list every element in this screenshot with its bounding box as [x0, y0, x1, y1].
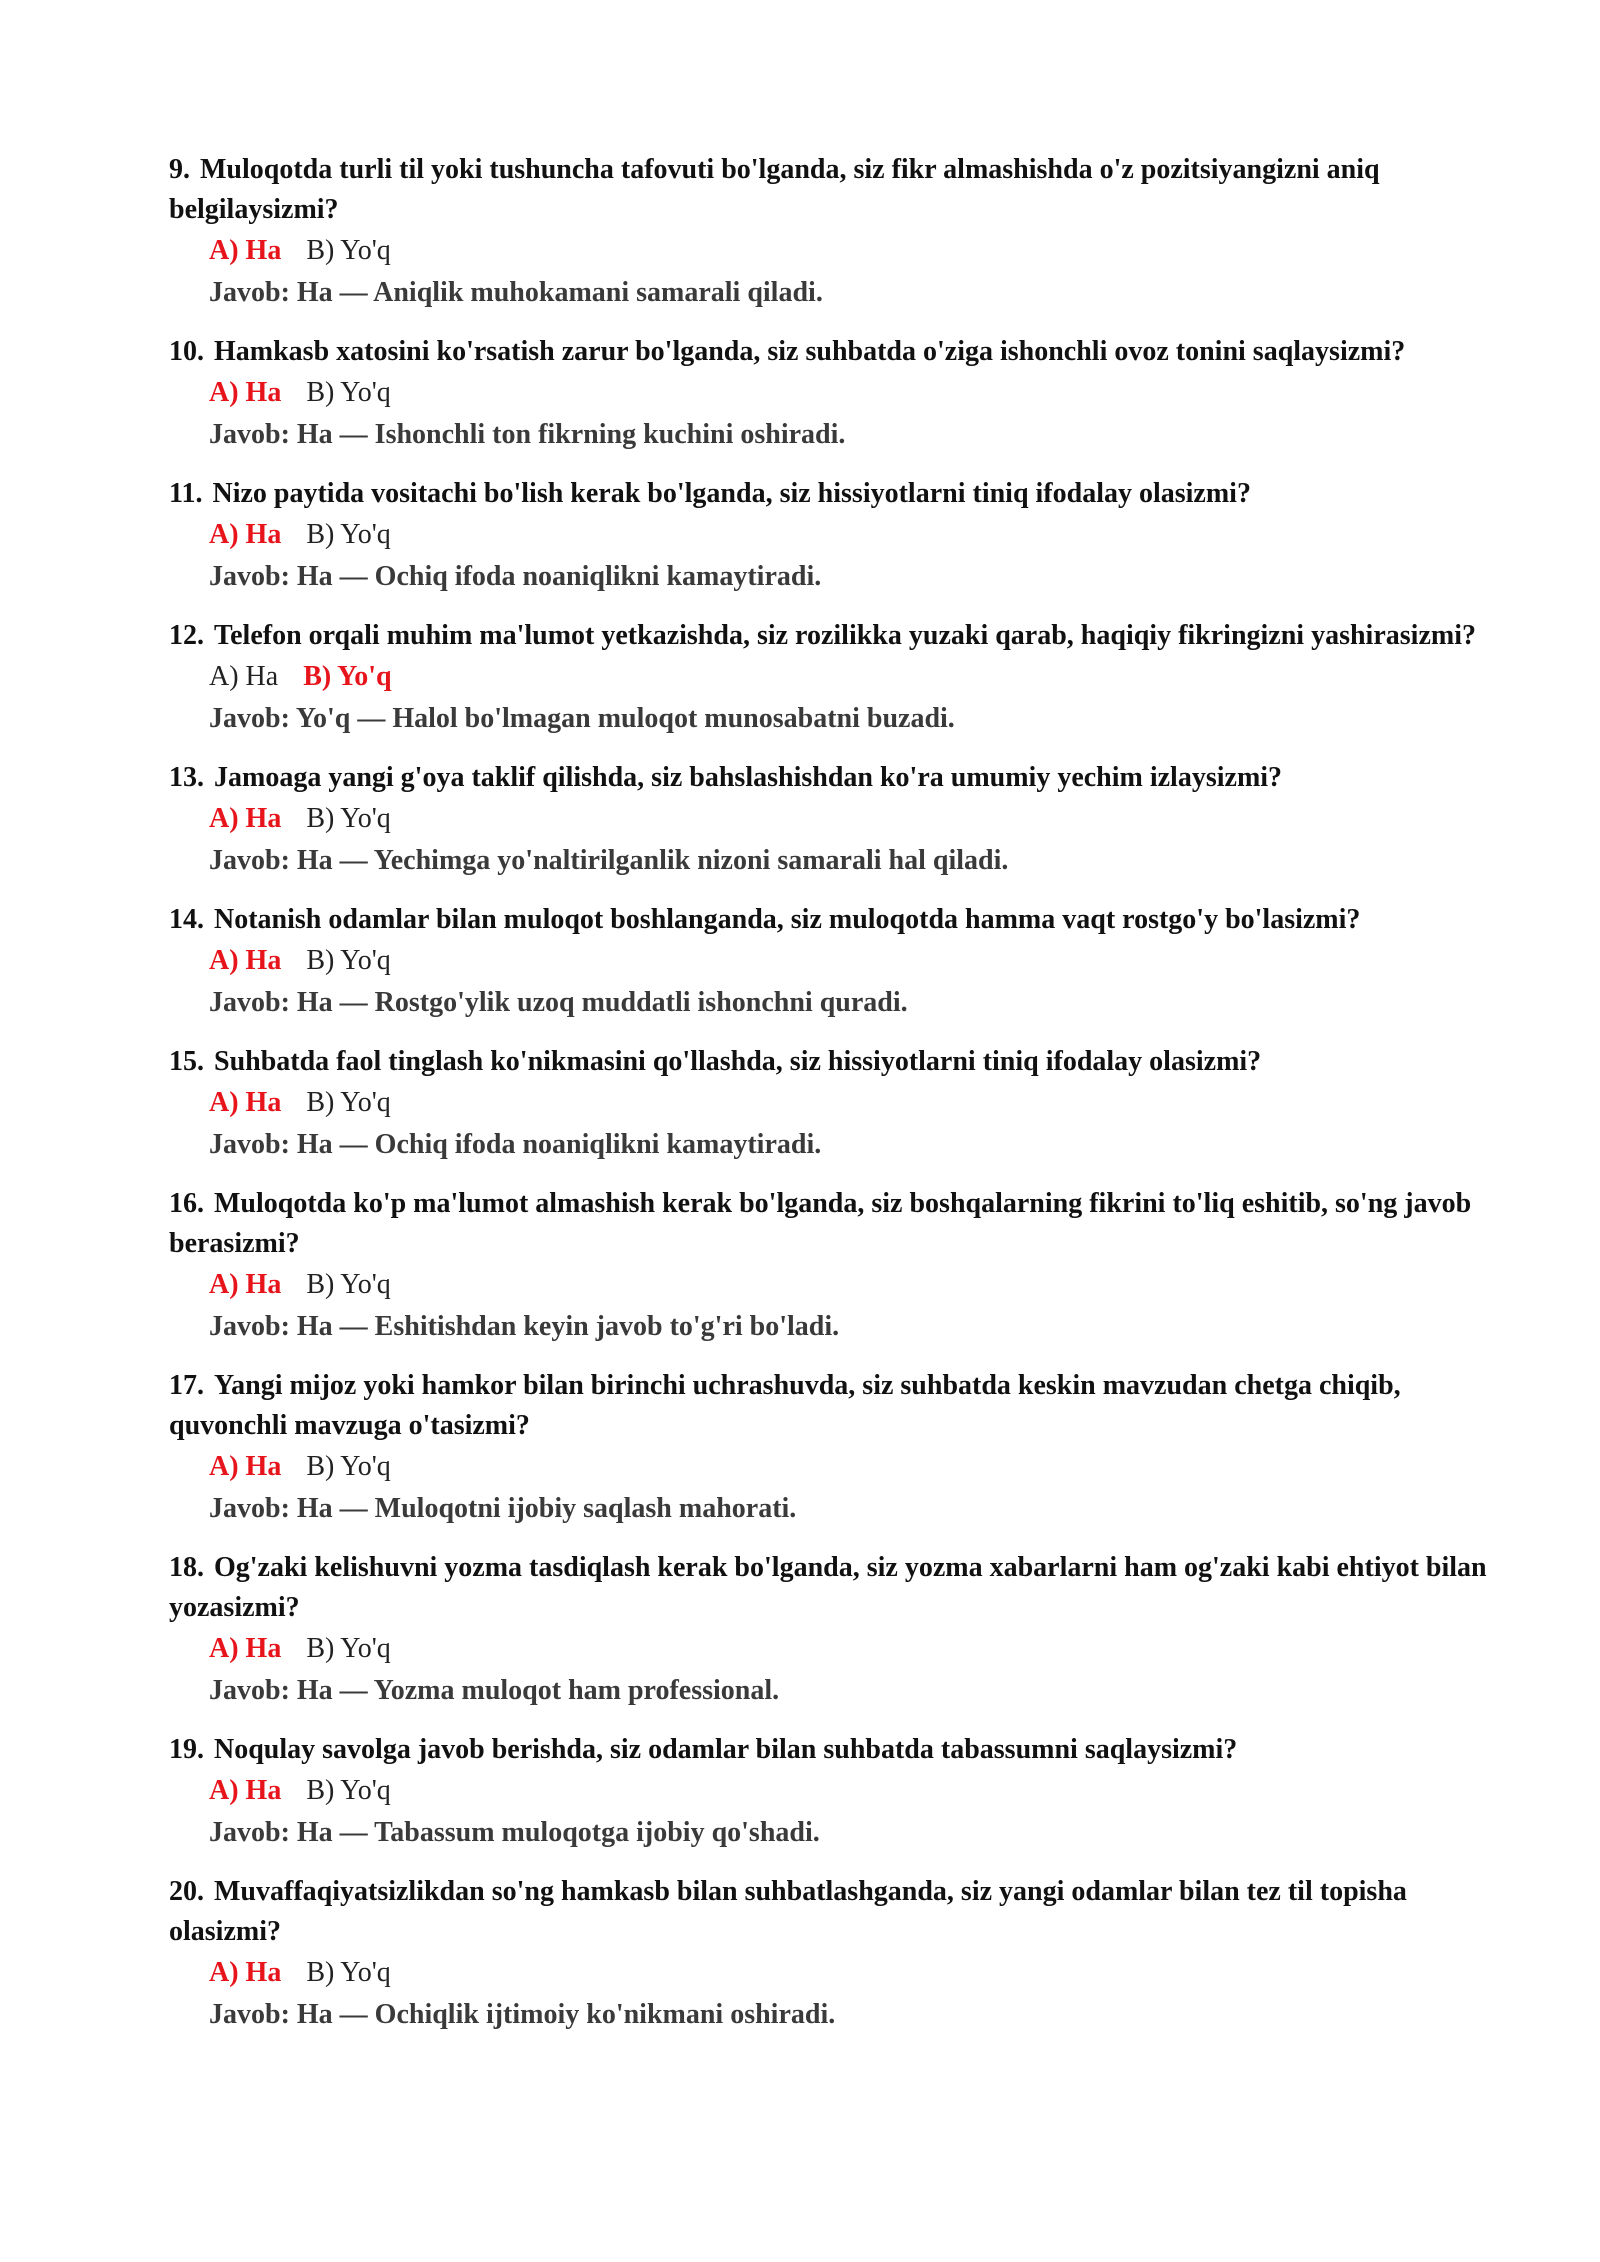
question-number: 19. [169, 1734, 204, 1765]
question-list [169, 150, 1500, 2036]
answer-options [169, 656, 1500, 698]
option-b: B) Yo'q [306, 1451, 391, 1482]
option-b: B) Yo'q [303, 661, 392, 692]
question-body: Muloqotda ko'p ma'lumot almashish kerak bo'lganda, siz boshqalarning fikrini to'liq eshitib, so'ng javob berasizmi? [169, 1188, 1472, 1259]
answer-explanation: Javob: Ha — Tabassum muloqotga ijobiy qo'shadi. [209, 1817, 820, 1848]
option-b: B) Yo'q [306, 1269, 391, 1300]
question-body: Hamkasb xatosini ko'rsatish zarur bo'lganda, siz suhbatda o'ziga ishonchli ovoz tonini saqlaysizmi? [214, 336, 1406, 367]
question-text [169, 1730, 1500, 1770]
question-text [169, 1042, 1500, 1082]
answer-options [169, 1082, 1500, 1124]
question-number: 13. [169, 762, 204, 793]
option-b: B) Yo'q [306, 1957, 391, 1988]
answer-explanation: Javob: Yo'q — Halol bo'lmagan muloqot munosabatni buzadi. [209, 703, 955, 734]
question-body: Suhbatda faol tinglash ko'nikmasini qo'llashda, siz hissiyotlarni tiniq ifodalay olasizmi? [214, 1046, 1262, 1077]
question-text [169, 1872, 1500, 1952]
answer-explanation: Javob: Ha — Ochiqlik ijtimoiy ko'nikmani oshiradi. [209, 1999, 836, 2030]
answer-options [169, 940, 1500, 982]
question-item-9 [169, 1366, 1500, 1530]
answer-explanation: Javob: Ha — Rostgo'ylik uzoq muddatli ishonchni quradi. [209, 987, 908, 1018]
option-a: A) Ha [209, 945, 282, 976]
question-text [169, 758, 1500, 798]
question-body: Jamoaga yangi g'oya taklif qilishda, siz bahslashishdan ko'ra umumiy yechim izlaysizmi? [214, 762, 1283, 793]
question-number: 18. [169, 1552, 204, 1583]
question-item-4 [169, 616, 1500, 740]
option-a: A) Ha [209, 1087, 282, 1118]
answer-options [169, 1770, 1500, 1812]
question-body: Muloqotda turli til yoki tushuncha tafovuti bo'lganda, siz fikr almashishda o'z pozitsiyangizni aniq belgilaysizmi? [169, 154, 1380, 225]
question-item-3 [169, 474, 1500, 598]
option-a: A) Ha [209, 1269, 282, 1300]
answer-explanation: Javob: Ha — Aniqlik muhokamani samarali qiladi. [209, 277, 823, 308]
question-text [169, 1366, 1500, 1446]
question-number: 11. [169, 478, 203, 509]
answer-options [169, 230, 1500, 272]
question-number: 12. [169, 620, 204, 651]
answer-options [169, 1628, 1500, 1670]
question-number: 17. [169, 1370, 204, 1401]
question-item-5 [169, 758, 1500, 882]
answer-options [169, 798, 1500, 840]
question-number: 16. [169, 1188, 204, 1219]
option-b: B) Yo'q [306, 1633, 391, 1664]
question-text [169, 150, 1500, 230]
question-body: Noqulay savolga javob berishda, siz odamlar bilan suhbatda tabassumni saqlaysizmi? [214, 1734, 1238, 1765]
option-a: A) Ha [209, 661, 279, 692]
question-body: Notanish odamlar bilan muloqot boshlanganda, siz muloqotda hamma vaqt rostgo'y bo'lasizmi? [214, 904, 1361, 935]
option-a: A) Ha [209, 519, 282, 550]
question-text [169, 1548, 1500, 1628]
question-text [169, 474, 1500, 514]
question-text [169, 1184, 1500, 1264]
question-text [169, 900, 1500, 940]
option-b: B) Yo'q [306, 235, 391, 266]
question-text [169, 332, 1500, 372]
option-a: A) Ha [209, 1451, 282, 1482]
question-text [169, 616, 1500, 656]
question-item-7 [169, 1042, 1500, 1166]
option-b: B) Yo'q [306, 945, 391, 976]
option-a: A) Ha [209, 235, 282, 266]
question-item-1 [169, 150, 1500, 314]
answer-explanation: Javob: Ha — Yozma muloqot ham professional. [209, 1675, 780, 1706]
option-b: B) Yo'q [306, 1087, 391, 1118]
question-item-10 [169, 1548, 1500, 1712]
question-item-11 [169, 1730, 1500, 1854]
option-b: B) Yo'q [306, 377, 391, 408]
question-item-2 [169, 332, 1500, 456]
answer-options [169, 1446, 1500, 1488]
question-item-12 [169, 1872, 1500, 2036]
option-a: A) Ha [209, 377, 282, 408]
question-body: Telefon orqali muhim ma'lumot yetkazishda, siz rozilikka yuzaki qarab, haqiqiy fikringizni yashirasizmi? [214, 620, 1476, 651]
answer-explanation: Javob: Ha — Muloqotni ijobiy saqlash mahorati. [209, 1493, 797, 1524]
answer-options [169, 1264, 1500, 1306]
answer-options [169, 1952, 1500, 1994]
question-item-6 [169, 900, 1500, 1024]
option-b: B) Yo'q [306, 519, 391, 550]
question-body: Nizo paytida vositachi bo'lish kerak bo'lganda, siz hissiyotlarni tiniq ifodalay olasizmi? [212, 478, 1251, 509]
question-item-8 [169, 1184, 1500, 1348]
option-a: A) Ha [209, 1957, 282, 1988]
question-number: 14. [169, 904, 204, 935]
option-a: A) Ha [209, 803, 282, 834]
question-number: 20. [169, 1876, 204, 1907]
answer-options [169, 514, 1500, 556]
answer-explanation: Javob: Ha — Ochiq ifoda noaniqlikni kamaytiradi. [209, 1129, 822, 1160]
question-body: Yangi mijoz yoki hamkor bilan birinchi uchrashuvda, siz suhbatda keskin mavzudan chetga chiqib, quvonchli mavzuga o'tasizmi? [169, 1370, 1401, 1441]
option-b: B) Yo'q [306, 803, 391, 834]
answer-explanation: Javob: Ha — Yechimga yo'naltirilganlik nizoni samarali hal qiladi. [209, 845, 1009, 876]
answer-explanation: Javob: Ha — Ochiq ifoda noaniqlikni kamaytiradi. [209, 561, 822, 592]
answer-options [169, 372, 1500, 414]
question-number: 15. [169, 1046, 204, 1077]
question-body: Og'zaki kelishuvni yozma tasdiqlash kerak bo'lganda, siz yozma xabarlarni ham og'zaki kabi ehtiyot bilan yozasizmi? [169, 1552, 1487, 1623]
answer-explanation: Javob: Ha — Ishonchli ton fikrning kuchini oshiradi. [209, 419, 846, 450]
answer-explanation: Javob: Ha — Eshitishdan keyin javob to'g'ri bo'ladi. [209, 1311, 840, 1342]
question-number: 10. [169, 336, 204, 367]
question-body: Muvaffaqiyatsizlikdan so'ng hamkasb bilan suhbatlashganda, siz yangi odamlar bilan tez til topisha olasizmi? [169, 1876, 1407, 1947]
question-number: 9. [169, 154, 190, 185]
option-b: B) Yo'q [306, 1775, 391, 1806]
option-a: A) Ha [209, 1633, 282, 1664]
option-a: A) Ha [209, 1775, 282, 1806]
